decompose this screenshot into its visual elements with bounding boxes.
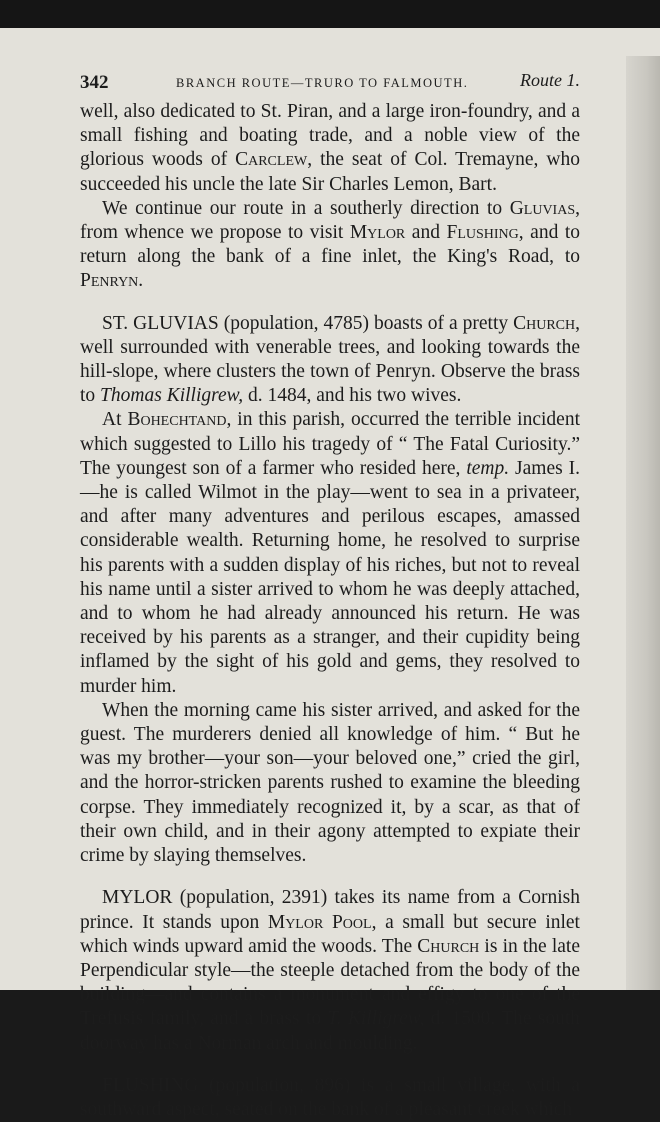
text-run: We continue our route in a southerly direction to — [102, 197, 510, 219]
italic-name: Thomas Killigrew, — [100, 385, 244, 407]
text-run: d. 1484, and his two wives. — [243, 385, 462, 407]
place-name: Flushing — [446, 222, 519, 244]
text-run: , from whence we propose to visit — [80, 197, 580, 244]
italic-word: temp. — [466, 457, 510, 479]
text-run: d. 1500. The south doorway has a Norman arch and moulding. — [80, 1008, 580, 1054]
place-name: Penryn — [80, 270, 139, 292]
text-run: At — [102, 409, 128, 431]
page-number: 342 — [80, 72, 109, 93]
place-name: Carclew — [235, 149, 308, 171]
route-label: Route 1. — [520, 70, 580, 90]
text-run: ST. GLUVIAS (population, 4785) boasts of a pretty — [102, 312, 514, 334]
paragraph — [80, 197, 580, 294]
text-run: , and to return along the bank of a fine inlet, the King's Road, to — [80, 222, 581, 268]
text-run: is in the late Perpendicular style—the steeple detached from the body of the building—and contains a monument and effigy to one of the Trefusis family, and a brass to — [80, 935, 580, 1030]
place-name: Gluvias — [509, 197, 576, 219]
place-name: Mylor Pool — [267, 911, 372, 933]
paragraph — [80, 100, 580, 197]
text-run: , the seat of Col. Tremayne, who succeeded his uncle the late Sir Charles Lemon, Bart. — [80, 149, 580, 195]
text-run: , in this parish, occurred the terrible incident which suggested to Lillo his tragedy of “ The Fatal Curiosity.” The youngest son of a farmer who resided here, — [80, 409, 580, 479]
text-run: . — [138, 270, 144, 292]
text-run: and — [405, 222, 447, 244]
paragraph — [80, 408, 580, 698]
text-run: , a small but secure inlet which winds upward amid the woods. The — [80, 911, 580, 957]
page-edge — [626, 56, 660, 990]
paragraph — [80, 886, 580, 1055]
body-text — [80, 100, 580, 1122]
italic-name: T. Killigrew, — [327, 1008, 425, 1030]
scan-border — [0, 0, 660, 28]
text-run: James I.—he is called Wilmot in the play—went to sea in a privateer, and after many adventures and perilous escapes, amassed considerable wealth. Returning home, he resolved to surprise his parents with a sudden display of his riches, but not to reveal his name until a sister arrived to whom he was deeply attached, and to whom he had already announced his return. He was received by his parents as a stranger, and their cupidity being inflamed by the sight of his gold and gems, they resolved to murder him. — [80, 457, 581, 697]
text-run: MYLOR (population, 2391) takes its name from a Cornish prince. It stands upon — [80, 887, 580, 933]
place-name: Church — [417, 935, 480, 957]
text-run: well, also dedicated to St. Piran, and a large iron-foundry, and a small fishing and boating trade, and a noble view of the glorious woods of — [80, 101, 580, 171]
paragraph: When the morning came his sister arrived, and asked for the guest. The murderers denied all knowledge of him. “ But he was my brother—your son—your beloved one,” cried the girl, and the horror-stricken parents rushed to examine the bleeding corpse. They immediately recognized it, by a scar, as that of their own child, and in their agony attempted to expiate their crime by slaying themselves. — [80, 699, 580, 867]
place-name: Church — [513, 312, 576, 334]
running-head: BRANCH ROUTE—TRURO TO FALMOUTH. — [176, 76, 469, 90]
place-name: Bohechtand — [127, 409, 227, 431]
text-run: , well surrounded with venerable trees, and looking towards the hill-slope, where clusters the town of Penryn. Observe the brass to — [80, 312, 580, 407]
page-header — [80, 70, 580, 96]
paragraph — [80, 312, 580, 409]
paragraph: FLUSHING (population, 896) is a small village, with a southward aspect, seated on the bank of a pleasant creek which — [80, 1074, 580, 1120]
place-name: Mylor — [349, 222, 406, 244]
